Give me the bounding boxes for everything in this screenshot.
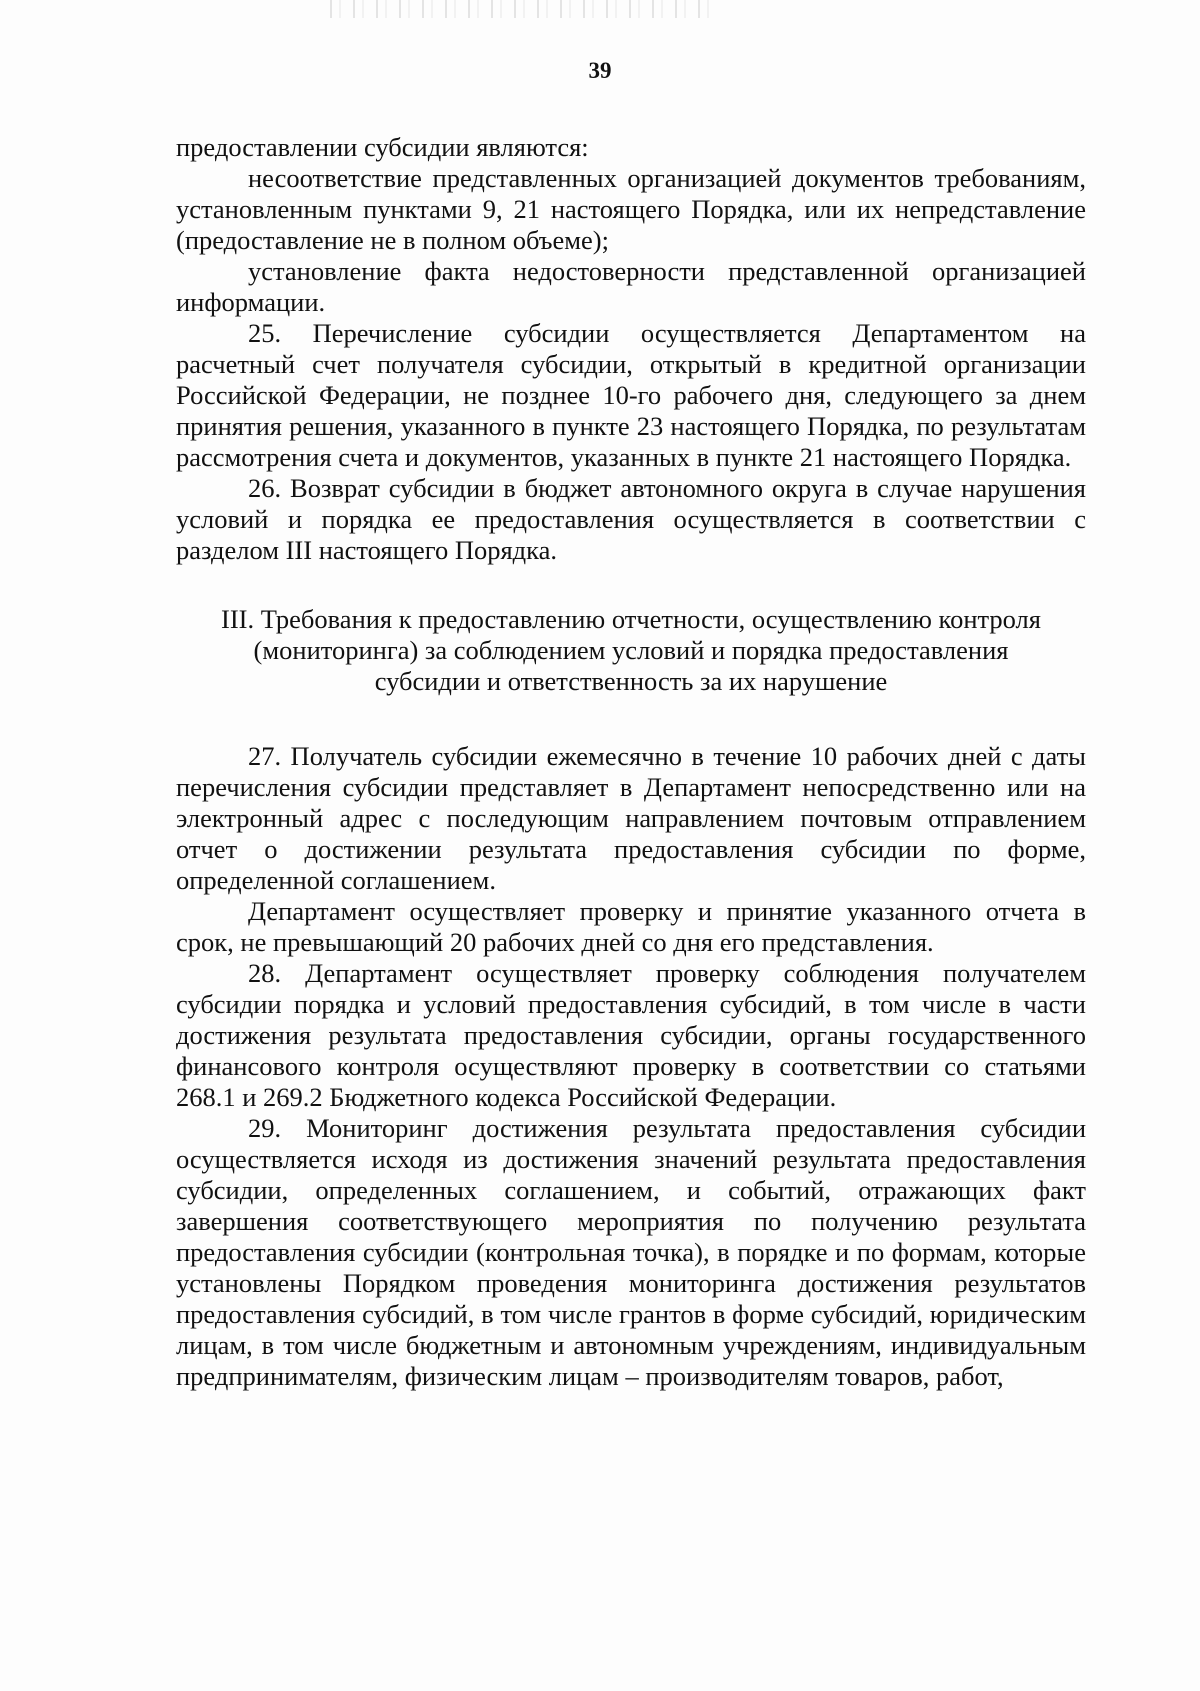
paragraph: Департамент осуществляет проверку и принятие указанного отчета в срок, не превышающий 20 рабочих дней со дня его представления. [176,896,1086,957]
section-heading-line: (мониторинга) за соблюдением условий и порядка предоставления [253,635,1009,665]
section-heading-line: III. Требования к предоставлению отчетности, осуществлению контроля [221,604,1041,634]
paragraph: предоставлении субсидии являются: [176,132,589,162]
page-number: 39 [588,58,612,83]
paragraph: несоответствие представленных организацией документов требованиям, установленным пунктами 9, 21 настоящего Порядка, или их непредставление (предоставление не в полном объеме); [176,163,1086,255]
scan-artifact [330,0,710,18]
paragraphs-top [176,132,1086,566]
paragraphs-bottom [176,741,1086,1392]
paragraph: 29. Мониторинг достижения результата предоставления субсидии осуществляется исходя из достижения значений результата предоставления субсидии, определенных соглашением, и событий, отражающих факт завершения соответствующего мероприятия по получению результата предоставления субсидии (контрольная точка), в порядке и по формам, которые установлены Порядком проведения мониторинга достижения результатов предоставления субсидий, в том числе грантов в форме субсидий, юридическим лицам, в том числе бюджетным и автономным учреждениям, индивидуальным предпринимателям, физическим лицам – производителям товаров, работ, [176,1113,1086,1391]
section-heading-line: субсидии и ответственность за их нарушение [374,666,888,696]
paragraph: 28. Департамент осуществляет проверку соблюдения получателем субсидии порядка и условий предоставления субсидий, в том числе в части достижения результата предоставления субсидии, органы государственного финансового контроля осуществляют проверку в соответствии со статьями 268.1 и 269.2 Бюджетного кодекса Российской Федерации. [176,958,1086,1112]
section-heading [176,604,1086,697]
document-body [176,132,1086,1392]
paragraph: 25. Перечисление субсидии осуществляется Департаментом на расчетный счет получателя субсидии, открытый в кредитной организации Российской Федерации, не позднее 10-го рабочего дня, следующего за днем принятия решения, указанного в пункте 23 настоящего Порядка, по результатам рассмотрения счета и документов, указанных в пункте 21 настоящего Порядка. [176,318,1086,472]
paragraph: установление факта недостоверности представленной организацией информации. [176,256,1086,317]
paragraph: 26. Возврат субсидии в бюджет автономного округа в случае нарушения условий и порядка ее предоставления осуществляется в соответствии с разделом III настоящего Порядка. [176,473,1086,565]
paragraph: 27. Получатель субсидии ежемесячно в течение 10 рабочих дней с даты перечисления субсидии представляет в Департамент непосредственно или на электронный адрес с последующим направлением почтовым отправлением отчет о достижении результата предоставления субсидии по форме, определенной соглашением. [176,741,1086,895]
